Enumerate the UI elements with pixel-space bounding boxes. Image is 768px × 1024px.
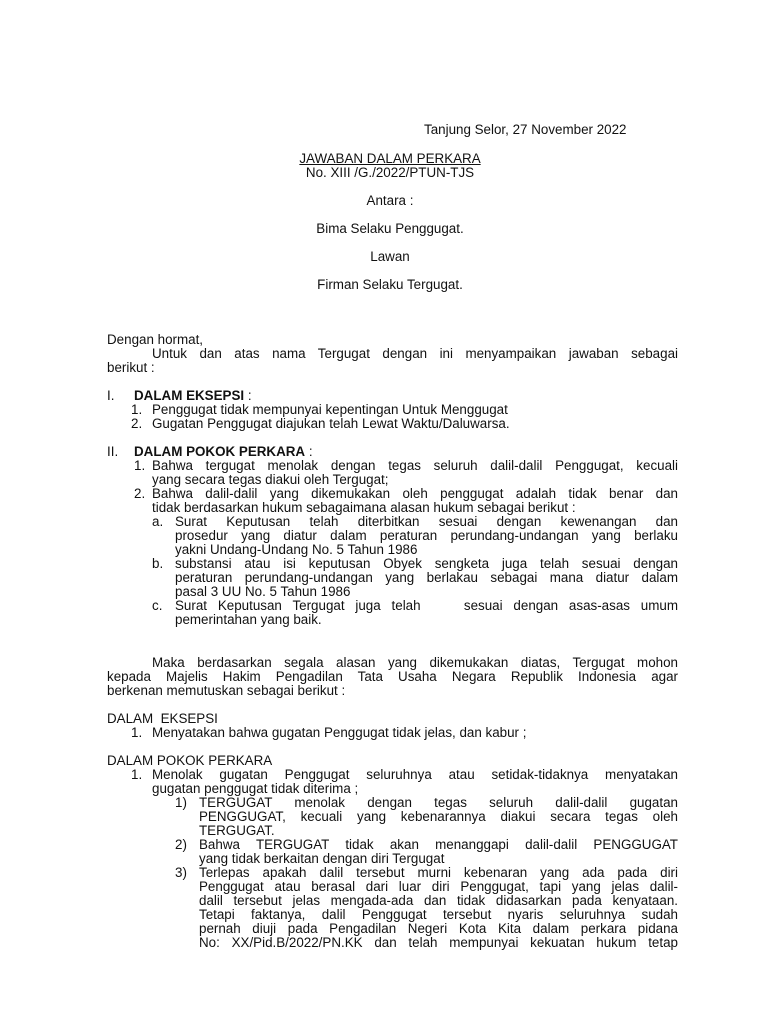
conclusion-line-1: Maka berdasarkan segala alasan yang dikemukakan diatas, Tergugat mohon [152, 655, 678, 670]
petitum-sub-3-line-3: dalil tersebut jelas mengada-ada dan tidak didasarkan pada kenyataan. [199, 893, 678, 908]
sub-b-number: b. [152, 556, 164, 571]
section-2-heading-colon: : [305, 444, 313, 459]
defendant-line: Firman Selaku Tergugat. [317, 277, 463, 292]
sub-c-number: c. [152, 598, 163, 613]
petitum-merits-item-1-line-1: Menolak gugatan Penggugat seluruhnya atau setidak-tidaknya menyatakan [152, 767, 678, 782]
sub-a-number: a. [152, 514, 164, 529]
versus-label: Lawan [370, 249, 410, 264]
petitum-sub-2-line-1: Bahwa TERGUGAT tidak akan menanggapi dalil-dalil PENGGUGAT [199, 837, 678, 852]
petitum-sub-3-line-2: Penggugat atau berasal dari luar diri Penggugat, tapi yang jelas dalil- [199, 879, 678, 894]
petitum-exception-item-number: 1. [131, 725, 143, 740]
petitum-sub-3-line-4: Tetapi faktanya, dalil Penggugat tersebut nyaris seluruhnya sudah [199, 907, 678, 922]
petitum-sub-3-number: 3) [175, 865, 187, 880]
plaintiff-line: Bima Selaku Penggugat. [316, 221, 464, 236]
petitum-sub-1-line-2: PENGGUGAT, kecuali yang kebenarannya diakui secara tegas oleh [199, 809, 678, 824]
conclusion-line-2: kepada Majelis Hakim Pengadilan Tata Usaha Negara Republik Indonesia agar [107, 669, 678, 684]
place-date: Tanjung Selor, 27 November 2022 [424, 122, 627, 137]
document-title: JAWABAN DALAM PERKARA [299, 151, 481, 166]
sub-b-line-3: pasal 3 UU No. 5 Tahun 1986 [175, 584, 351, 599]
petitum-sub-3-line-5: pernah diuji pada Pengadilan Negeri Kota Kita dalam perkara pidana [199, 921, 678, 936]
sub-b-line-2: peraturan perundang-undangan yang berlakau sebagai mana diatur dalam [175, 570, 678, 585]
petitum-sub-2-number: 2) [175, 837, 187, 852]
petitum-sub-3-line-6: No: XX/Pid.B/2022/PN.KK dan telah mempunyai kekuatan hukum tetap [199, 935, 678, 950]
petitum-sub-1-line-3: TERGUGAT. [199, 823, 275, 838]
intro-line-2: berikut : [107, 360, 155, 375]
section-1-heading-text: DALAM EKSEPSI [134, 388, 245, 403]
petitum-sub-2-line-2: yang tidak berkaitan dengan diri Tergugat [199, 851, 445, 866]
section-2-item-2-line-2: tidak berdasarkan hukum sebagaimana alasan hukum sebagai berikut : [152, 500, 576, 515]
section-2-item-1-number: 1. [134, 458, 146, 473]
section-2-number: II. [107, 444, 119, 459]
petitum-merits-item-1-line-2: gugatan penggugat tidak diterima ; [152, 781, 359, 796]
petitum-sub-3-line-1: Terlepas apakah dalil tersebut murni kebenaran yang ada pada diri [199, 865, 678, 880]
section-2-heading-text: DALAM POKOK PERKARA [134, 444, 306, 459]
petitum-exception-item-text: Menyatakan bahwa gugatan Penggugat tidak jelas, dan kabur ; [152, 725, 527, 740]
sub-a-line-1: Surat Keputusan telah diterbitkan sesuai dengan kewenangan dan [175, 514, 678, 529]
case-number: No. XIII /G./2022/PTUN-TJS [305, 165, 475, 180]
petitum-sub-1-number: 1) [175, 795, 187, 810]
conclusion-line-3: berkenan memutuskan sebagai berikut : [107, 683, 346, 698]
section-1-item-2-number: 2. [131, 416, 143, 431]
petitum-sub-1-line-1: TERGUGAT menolak dengan tegas seluruh dalil-dalil gugatan [199, 795, 678, 810]
section-2-item-1-line-1: Bahwa tergugat menolak dengan tegas seluruh dalil-dalil Penggugat, kecuali [152, 458, 678, 473]
section-1-number: I. [107, 388, 115, 403]
petitum-merits-item-1-number: 1. [131, 767, 143, 782]
section-1-item-2-text: Gugatan Penggugat diajukan telah Lewat Waktu/Daluwarsa. [152, 416, 510, 431]
section-1-heading-colon: : [244, 388, 252, 403]
petitum-exception-heading: DALAM EKSEPSI [107, 711, 218, 726]
petitum-merits-heading: DALAM POKOK PERKARA [107, 753, 273, 768]
section-1-item-1-number: 1. [131, 402, 143, 417]
sub-b-line-1: substansi atau isi keputusan Obyek sengketa juga telah sesuai dengan [175, 556, 678, 571]
section-2-item-2-number: 2. [134, 486, 146, 501]
sub-c-line-1: Surat Keputusan Tergugat juga telah sesuai dengan asas-asas umum [175, 598, 678, 613]
sub-c-line-2: pemerintahan yang baik. [175, 612, 322, 627]
greeting: Dengan hormat, [107, 332, 204, 347]
section-1-item-1-text: Penggugat tidak mempunyai kepentingan Untuk Menggugat [152, 402, 508, 417]
sub-a-line-2: prosedur yang diatur dalam peraturan perundang-undangan yang berlaku [175, 528, 678, 543]
section-2-item-1-line-2: yang secara tegas diakui oleh Tergugat; [152, 472, 389, 487]
sub-a-line-3: yakni Undang-Undang No. 5 Tahun 1986 [175, 542, 418, 557]
section-2-item-2-line-1: Bahwa dalil-dalil yang dikemukakan oleh penggugat adalah tidak benar dan [152, 486, 678, 501]
intro-line-1: Untuk dan atas nama Tergugat dengan ini menyampaikan jawaban sebagai [152, 346, 678, 361]
between-label: Antara : [366, 193, 414, 208]
